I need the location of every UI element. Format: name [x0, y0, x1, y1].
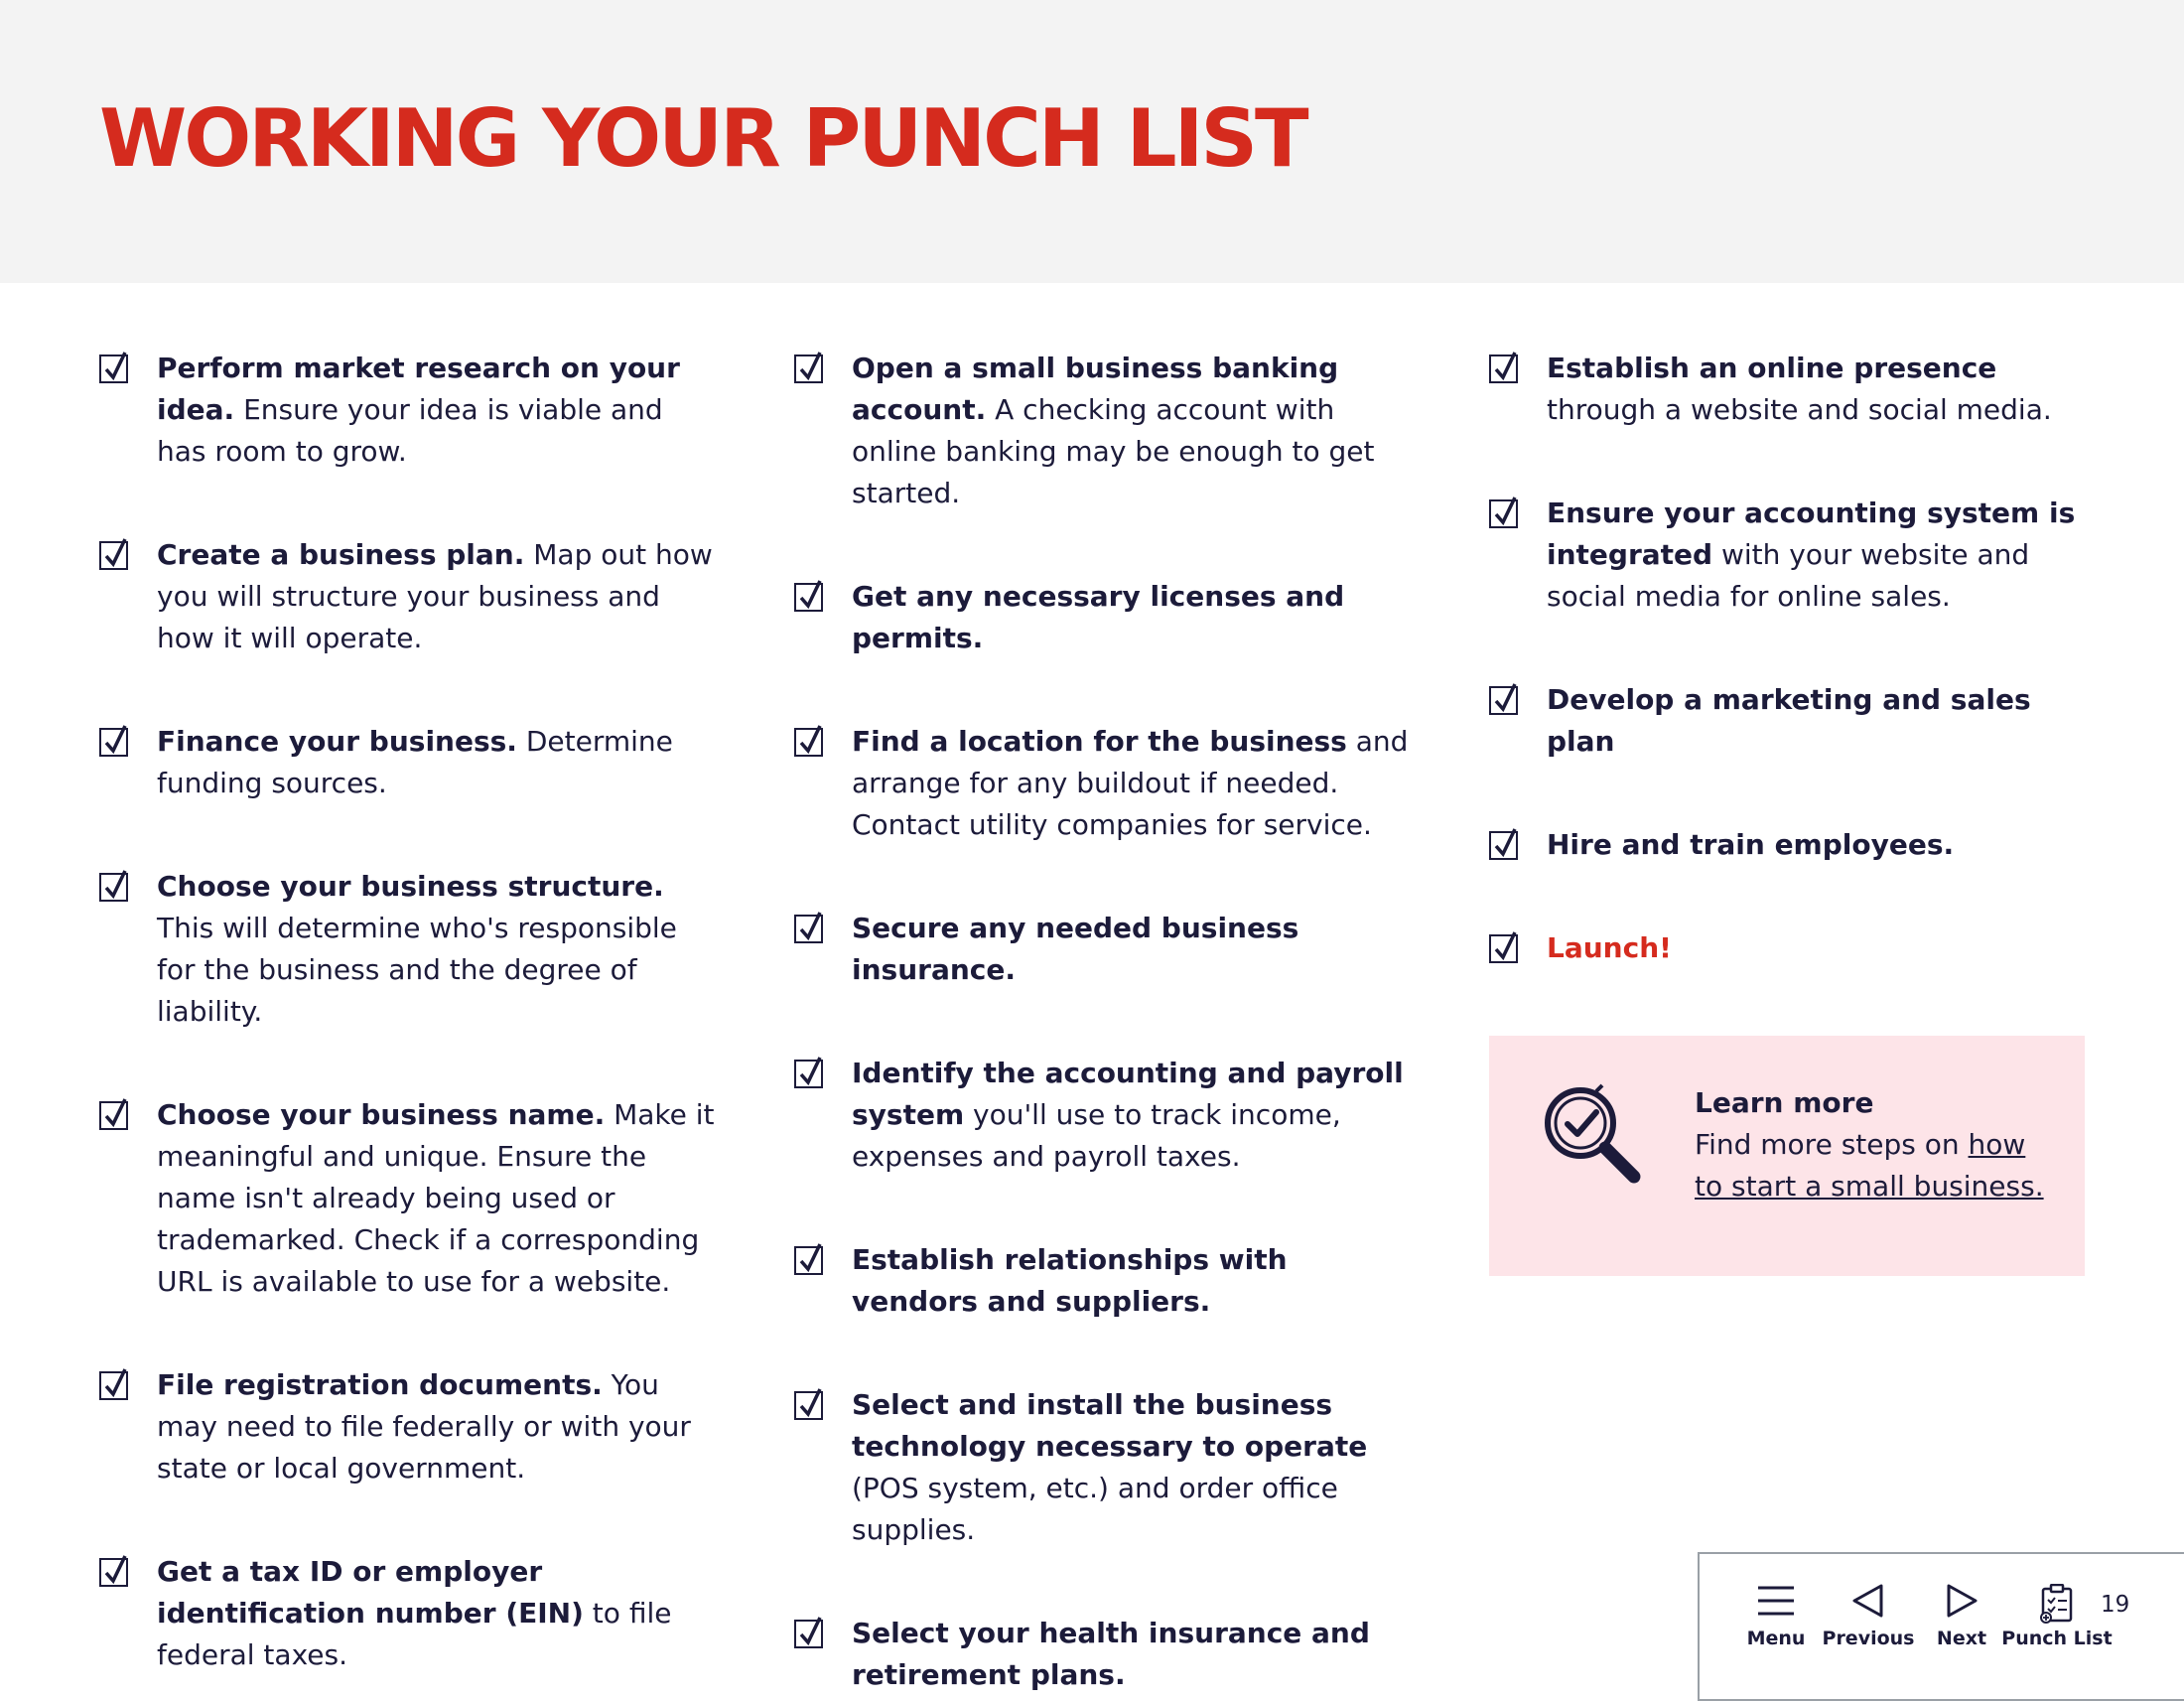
checkbox-checked-icon — [794, 1246, 823, 1275]
hamburger-menu-icon — [1756, 1584, 1796, 1618]
checkbox-checked-icon — [99, 541, 128, 570]
next-label: Next — [1936, 1628, 1987, 1649]
next-arrow-icon — [1942, 1584, 1981, 1618]
checkbox-checked-icon — [99, 1101, 128, 1130]
item-title: Hire and train employees. — [1547, 828, 1955, 861]
checkbox-checked-icon — [794, 1620, 823, 1648]
checklist-item — [99, 1551, 715, 1676]
checklist-item — [1489, 493, 2105, 618]
item-title: Establish relationships with vendors and suppliers. — [852, 1243, 1288, 1318]
item-description: You may need to file federally or with your state or local government. — [157, 1368, 691, 1485]
page-number: 19 — [2101, 1592, 2130, 1618]
menu-label: Menu — [1746, 1628, 1806, 1649]
checklist-item — [1489, 348, 2105, 431]
item-description: Determine funding sources. — [157, 725, 673, 799]
checkbox-checked-icon — [99, 728, 128, 757]
checklist-item — [99, 866, 715, 1033]
item-title: Select and install the business technology necessary to operate — [852, 1388, 1368, 1463]
checkbox-checked-icon — [1489, 686, 1518, 715]
checkbox-checked-icon — [99, 1371, 128, 1400]
item-description: (POS system, etc.) and order office supplies. — [852, 1472, 1338, 1546]
how-to-start-link-part-2[interactable]: to start a small business. — [1695, 1170, 2044, 1203]
checklist-item — [99, 348, 715, 473]
item-title: Ensure your accounting system is integrated — [1547, 496, 2076, 571]
previous-label: Previous — [1822, 1628, 1915, 1649]
checklist-item — [99, 1094, 715, 1303]
checklist-item — [1489, 824, 2105, 866]
item-title: Get any necessary licenses and permits. — [852, 580, 1345, 654]
item-description: This will determine who's responsible for the business and the degree of liability. — [157, 912, 677, 1028]
checkbox-checked-icon — [99, 873, 128, 902]
item-title: Establish an online presence — [1547, 352, 1997, 384]
checklist-item — [794, 1239, 1410, 1323]
item-title: Identify the accounting and payroll system — [852, 1057, 1404, 1131]
checkbox-checked-icon — [794, 915, 823, 943]
item-title: Finance your business. — [157, 725, 517, 758]
item-description: Ensure your idea is viable and has room to grow. — [157, 393, 663, 468]
checkbox-checked-icon — [1489, 499, 1518, 528]
checklist-item — [794, 908, 1410, 991]
header-band — [0, 0, 2184, 283]
checklist-column-2 — [794, 348, 1410, 1696]
checklist-item — [794, 576, 1410, 659]
item-description: through a website and social media. — [1547, 393, 2052, 426]
learn-more-title: Learn more — [1695, 1086, 1874, 1119]
checkbox-checked-icon — [794, 1391, 823, 1420]
checkbox-checked-icon — [1489, 934, 1518, 963]
item-title: Perform market research on your idea. — [157, 352, 680, 426]
magnifier-check-icon — [1541, 1083, 1650, 1193]
checklist-column-1 — [99, 348, 715, 1676]
item-title: Secure any needed business insurance. — [852, 912, 1299, 986]
clipboard-checklist-icon — [2037, 1584, 2077, 1624]
checklist-item — [99, 534, 715, 659]
checklist-column-3 — [1489, 348, 2105, 969]
page-title: WORKING YOUR PUNCH LIST — [99, 92, 1306, 185]
checkbox-checked-icon — [794, 354, 823, 383]
checklist-item — [794, 1384, 1410, 1551]
item-description: A checking account with online banking may be enough to get started. — [852, 393, 1375, 509]
checklist-item — [99, 721, 715, 804]
item-title: Get a tax ID or employer identification number (EIN) — [157, 1555, 584, 1630]
item-title: Find a location for the business — [852, 725, 1347, 758]
item-title: Choose your business name. — [157, 1098, 606, 1131]
item-title: Create a business plan. — [157, 538, 525, 571]
checklist-item — [1489, 927, 2105, 969]
checkbox-checked-icon — [794, 1060, 823, 1088]
item-description: you'll use to track income, expenses and payroll taxes. — [852, 1098, 1341, 1173]
checklist-item — [794, 1053, 1410, 1178]
item-title: Develop a marketing and sales plan — [1547, 683, 2031, 758]
previous-arrow-icon — [1848, 1584, 1888, 1618]
how-to-start-link-part-1[interactable]: how — [1968, 1128, 2026, 1161]
checklist-item — [99, 1364, 715, 1489]
menu-button[interactable] — [1726, 1584, 1826, 1649]
punch-list-label: Punch List — [2001, 1628, 2113, 1649]
checkbox-checked-icon — [99, 354, 128, 383]
item-title: Open a small business banking account. — [852, 352, 1339, 426]
punch-list-button[interactable] — [1997, 1584, 2116, 1649]
learn-more-body: Find more steps on — [1695, 1128, 1969, 1161]
item-description: to file federal taxes. — [157, 1597, 672, 1671]
next-button[interactable] — [1912, 1584, 2011, 1649]
bottom-navigation — [1698, 1552, 2184, 1701]
learn-more-text — [1695, 1082, 2044, 1207]
checkbox-checked-icon — [794, 583, 823, 612]
checklist-item — [794, 721, 1410, 846]
item-description: Make it meaningful and unique. Ensure the name isn't already being used or trademarked. Check if a corresponding URL is available to use for a website. — [157, 1098, 715, 1298]
item-title: File registration documents. — [157, 1368, 603, 1401]
item-title: Select your health insurance and retirement plans. — [852, 1617, 1370, 1691]
checklist-item — [1489, 679, 2105, 763]
item-description: Map out how you will structure your business and how it will operate. — [157, 538, 713, 654]
item-title: Choose your business structure. — [157, 870, 664, 903]
checklist-item — [794, 1613, 1410, 1696]
checkbox-checked-icon — [1489, 354, 1518, 383]
checklist-item — [794, 348, 1410, 514]
previous-button[interactable] — [1819, 1584, 1918, 1649]
checkbox-checked-icon — [1489, 831, 1518, 860]
launch-label: Launch! — [1547, 931, 1672, 964]
item-description: with your website and social media for online sales. — [1547, 538, 2030, 613]
item-description: and arrange for any buildout if needed. Contact utility companies for service. — [852, 725, 1409, 841]
learn-more-callout — [1489, 1036, 2085, 1276]
checkbox-checked-icon — [794, 728, 823, 757]
checkbox-checked-icon — [99, 1558, 128, 1587]
